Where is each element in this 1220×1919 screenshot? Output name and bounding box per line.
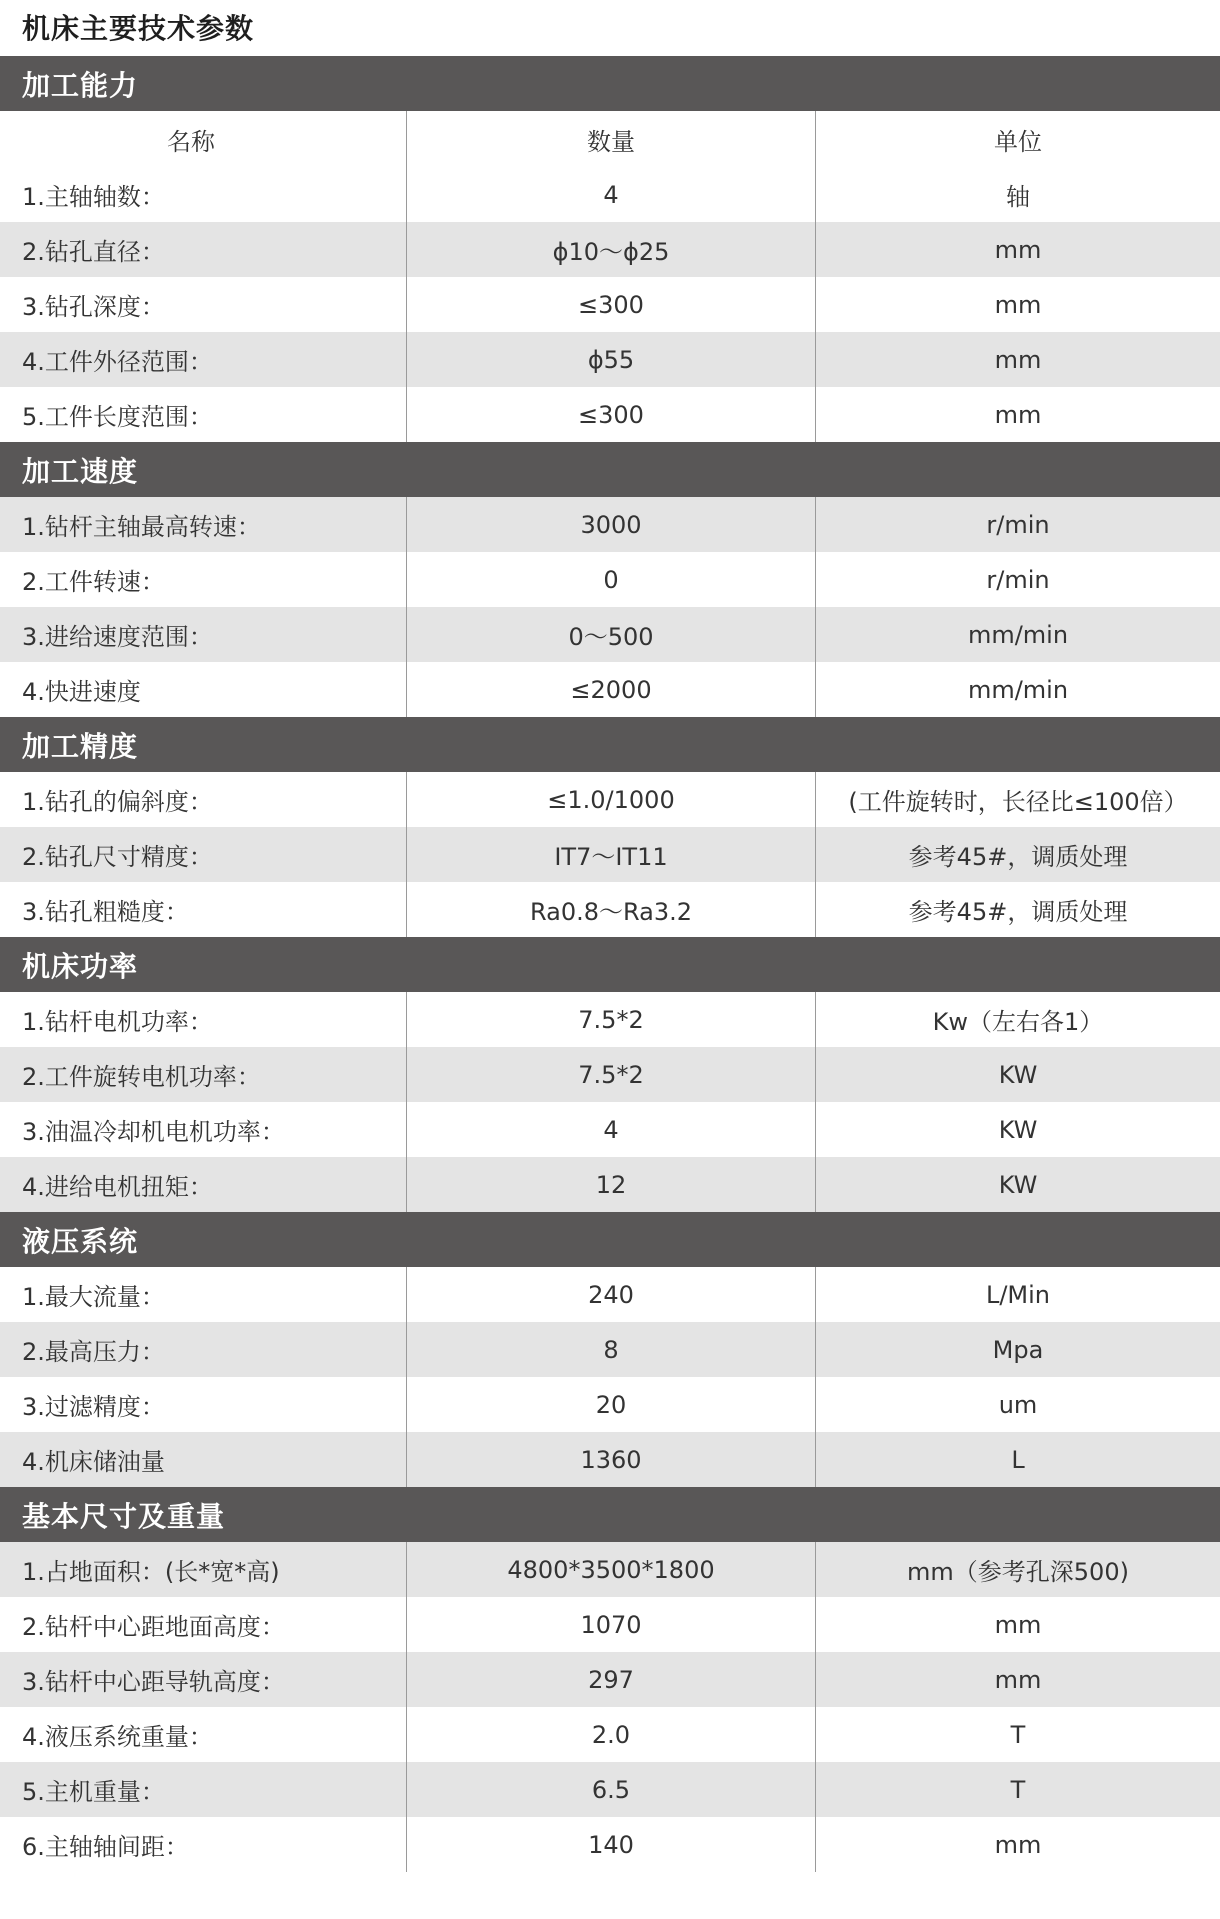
- parameter-name: 1.钻杆电机功率：: [22, 1008, 213, 1036]
- table-row: [0, 1267, 1220, 1322]
- table-row: [0, 1102, 1220, 1157]
- parameter-unit: Kw（左右各1）: [815, 992, 1220, 1047]
- parameter-value: ≤300: [406, 387, 815, 442]
- parameter-value: 2.0: [406, 1707, 815, 1762]
- parameter-value: 20: [406, 1377, 815, 1432]
- parameter-unit: mm: [815, 1817, 1220, 1872]
- table-row: [0, 1762, 1220, 1817]
- parameter-unit: Mpa: [815, 1322, 1220, 1377]
- table-row: [0, 1047, 1220, 1102]
- parameter-value: 0: [406, 552, 815, 607]
- table-row: [0, 882, 1220, 937]
- parameter-name: 1.占地面积：(长*宽*高): [22, 1558, 280, 1586]
- parameter-value: ≤300: [406, 277, 815, 332]
- table-row: [0, 992, 1220, 1047]
- parameter-name: 1.最大流量：: [22, 1283, 165, 1311]
- column-header-row: [0, 111, 1220, 167]
- table-row: [0, 1377, 1220, 1432]
- parameter-name: 2.钻孔直径：: [22, 238, 165, 266]
- parameter-name: 4.机床储油量: [22, 1448, 165, 1476]
- parameter-name: 3.钻孔粗糙度：: [22, 898, 189, 926]
- parameter-unit: um: [815, 1377, 1220, 1432]
- table-row: [0, 1652, 1220, 1707]
- parameter-unit: r/min: [815, 552, 1220, 607]
- section-header: 加工速度: [0, 442, 1220, 497]
- parameter-name: 3.过滤精度：: [22, 1393, 165, 1421]
- table-row: [0, 1542, 1220, 1597]
- parameter-value: 0～500: [406, 607, 815, 662]
- parameter-unit: L: [815, 1432, 1220, 1487]
- parameter-name: 4.工件外径范围：: [22, 348, 213, 376]
- parameter-unit: T: [815, 1762, 1220, 1817]
- parameter-name: 2.钻孔尺寸精度：: [22, 843, 213, 871]
- parameter-value: ϕ55: [406, 332, 815, 387]
- parameter-value: 7.5*2: [406, 1047, 815, 1102]
- table-row: [0, 1322, 1220, 1377]
- parameter-unit: mm/min: [815, 607, 1220, 662]
- parameter-name: 2.钻杆中心距地面高度：: [22, 1613, 285, 1641]
- parameter-unit: mm: [815, 332, 1220, 387]
- table-row: [0, 607, 1220, 662]
- parameter-unit: (工件旋转时，长径比≤100倍）: [815, 772, 1220, 827]
- parameter-value: 1070: [406, 1597, 815, 1652]
- table-row: [0, 167, 1220, 222]
- parameter-value: 6.5: [406, 1762, 815, 1817]
- parameter-value: 4: [406, 167, 815, 222]
- parameter-value: ϕ10～ϕ25: [406, 222, 815, 277]
- parameter-name: 6.主轴轴间距：: [22, 1833, 189, 1861]
- parameter-unit: L/Min: [815, 1267, 1220, 1322]
- parameter-unit: KW: [815, 1102, 1220, 1157]
- parameter-name: 2.工件旋转电机功率：: [22, 1063, 261, 1091]
- parameter-value: 8: [406, 1322, 815, 1377]
- table-row: [0, 1432, 1220, 1487]
- parameter-name: 3.钻杆中心距导轨高度：: [22, 1668, 285, 1696]
- parameter-value: 4: [406, 1102, 815, 1157]
- parameter-unit: 轴: [815, 167, 1220, 222]
- column-header-name: 名称: [167, 127, 215, 156]
- parameter-name: 4.快进速度: [22, 678, 141, 706]
- parameter-name: 2.最高压力：: [22, 1338, 165, 1366]
- table-row: [0, 497, 1220, 552]
- parameter-unit: mm（参考孔深500): [815, 1542, 1220, 1597]
- parameter-name: 3.钻孔深度：: [22, 293, 165, 321]
- table-row: [0, 1157, 1220, 1212]
- parameter-unit: mm: [815, 277, 1220, 332]
- parameter-unit: 参考45#，调质处理: [815, 882, 1220, 937]
- parameter-unit: mm: [815, 1597, 1220, 1652]
- column-header-quantity: 数量: [406, 111, 815, 167]
- section-header: 加工能力: [0, 56, 1220, 111]
- section-header: 液压系统: [0, 1212, 1220, 1267]
- parameter-unit: mm/min: [815, 662, 1220, 717]
- parameter-value: 297: [406, 1652, 815, 1707]
- parameter-name: 5.工件长度范围：: [22, 403, 213, 431]
- table-row: [0, 332, 1220, 387]
- parameter-name: 5.主机重量：: [22, 1778, 165, 1806]
- parameter-unit: mm: [815, 1652, 1220, 1707]
- parameter-name: 1.钻杆主轴最高转速：: [22, 513, 261, 541]
- table-row: [0, 827, 1220, 882]
- table-row: [0, 277, 1220, 332]
- parameter-name: 4.进给电机扭矩：: [22, 1173, 213, 1201]
- parameter-value: IT7～IT11: [406, 827, 815, 882]
- parameter-name: 4.液压系统重量：: [22, 1723, 213, 1751]
- parameter-unit: T: [815, 1707, 1220, 1762]
- parameter-unit: mm: [815, 387, 1220, 442]
- section-header: 机床功率: [0, 937, 1220, 992]
- parameter-unit: mm: [815, 222, 1220, 277]
- parameter-value: 3000: [406, 497, 815, 552]
- table-row: [0, 662, 1220, 717]
- parameter-value: Ra0.8～Ra3.2: [406, 882, 815, 937]
- parameter-name: 3.进给速度范围：: [22, 623, 213, 651]
- parameter-value: ≤2000: [406, 662, 815, 717]
- parameter-name: 3.油温冷却机电机功率：: [22, 1118, 285, 1146]
- parameter-unit: 参考45#，调质处理: [815, 827, 1220, 882]
- parameter-unit: r/min: [815, 497, 1220, 552]
- section-header: 基本尺寸及重量: [0, 1487, 1220, 1542]
- parameter-value: 12: [406, 1157, 815, 1212]
- table-row: [0, 1597, 1220, 1652]
- parameter-value: 1360: [406, 1432, 815, 1487]
- parameter-value: ≤1.0/1000: [406, 772, 815, 827]
- table-row: [0, 772, 1220, 827]
- table-row: [0, 1707, 1220, 1762]
- parameter-unit: KW: [815, 1047, 1220, 1102]
- parameter-value: 7.5*2: [406, 992, 815, 1047]
- table-row: [0, 222, 1220, 277]
- table-row: [0, 1817, 1220, 1872]
- table-row: [0, 552, 1220, 607]
- parameter-name: 2.工件转速：: [22, 568, 165, 596]
- parameter-value: 140: [406, 1817, 815, 1872]
- parameter-value: 240: [406, 1267, 815, 1322]
- spec-table: [0, 56, 1220, 1872]
- column-header-unit: 单位: [815, 111, 1220, 167]
- parameter-name: 1.钻孔的偏斜度：: [22, 788, 213, 816]
- section-header: 加工精度: [0, 717, 1220, 772]
- parameter-value: 4800*3500*1800: [406, 1542, 815, 1597]
- page-title: 机床主要技术参数: [22, 12, 255, 45]
- parameter-name: 1.主轴轴数：: [22, 183, 165, 211]
- parameter-unit: KW: [815, 1157, 1220, 1212]
- table-row: [0, 387, 1220, 442]
